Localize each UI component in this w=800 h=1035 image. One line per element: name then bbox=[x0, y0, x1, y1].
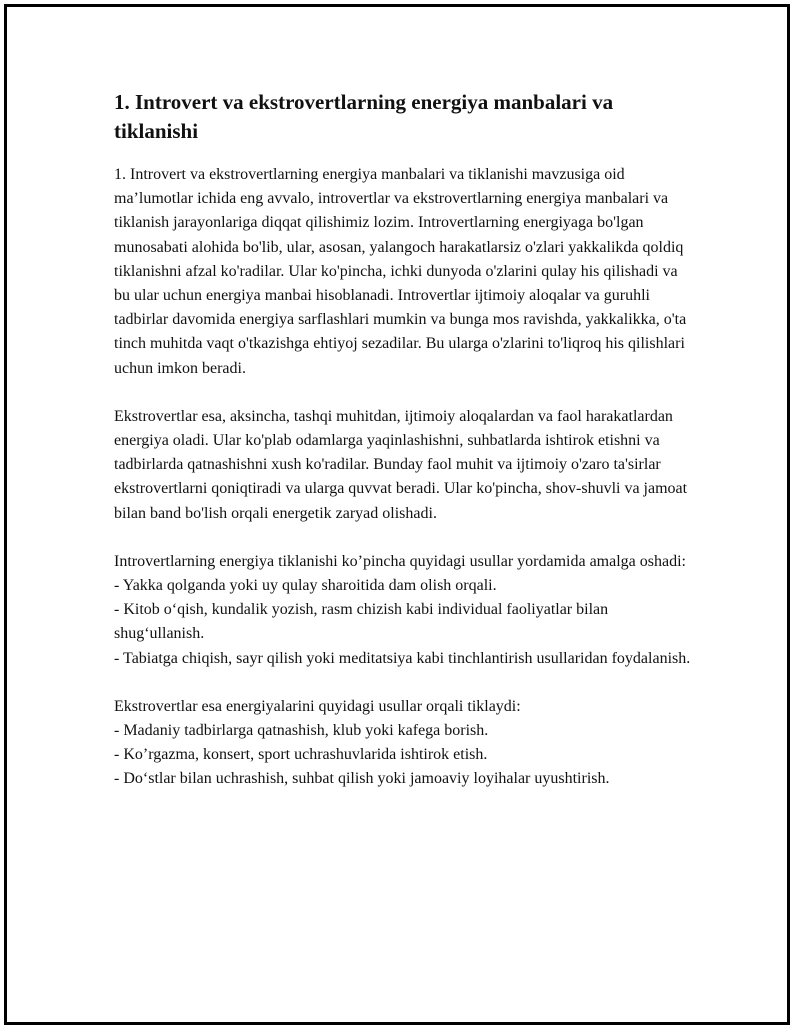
list-item: - Tabiatga chiqish, sayr qilish yoki meditatsiya kabi tinchlantirish usullaridan foydalanish. bbox=[114, 649, 691, 667]
list-item: - Ko’rgazma, konsert, sport uchrashuvlarida ishtirok etish. bbox=[114, 746, 488, 764]
list-item: - Madaniy tadbirlarga qatnashish, klub yoki kafega borish. bbox=[114, 722, 489, 740]
paragraph-line: 1. Introvert va ekstrovertlarning energiya manbalari va tiklanishi mavzusiga oid ma’lumotlar ichida eng avvalo, introvertlar va ekstrovertlarning energiya manbalari va tiklanish jarayonlariga diqqat qilishimiz lozim. Introvertlarning energiyaga bo'lgan munosabati alohida bo'lib, ular, asosan, yalangoch harakatlarsiz o'zlari yakkalikda qoldiq tiklanishni afzal ko'radilar. Ular ko'pincha, ichki dunyoda o'zlarini qulay his qilishadi va bu ular uchun energiya manbai hisoblanadi. Introvertlar ijtimoiy aloqalar va guruhli tadbirlar davomida energiya sarflashlari mumkin va bunga mos ravishda, yakkalikka, o'ta tinch muhitda vaqt o'tkazishga ehtiyoj sezadilar. Bu ularga o'zlarini to'liqroq his qilishlari uchun imkon beradi. bbox=[114, 166, 687, 377]
list-item: - Do‘stlar bilan uchrashish, suhbat qilish yoki jamoaviy loyihalar uyushtirish. bbox=[114, 770, 610, 788]
paragraph-extrovert-methods bbox=[114, 695, 694, 792]
list-item: - Yakka qolganda yoki uy qulay sharoitida dam olish orqali. bbox=[114, 577, 497, 595]
document-body bbox=[114, 88, 694, 792]
paragraph-line: Ekstrovertlar esa energiyalarini quyidagi usullar orqali tiklaydi: bbox=[114, 697, 521, 715]
section-heading: 1. Introvert va ekstrovertlarning energiya manbalari va tiklanishi bbox=[114, 90, 614, 143]
list-item: - Kitob o‘qish, kundalik yozish, rasm chizish kabi individual faoliyatlar bilan shug‘ullanish. bbox=[114, 601, 609, 643]
paragraph-extroverts bbox=[114, 405, 694, 526]
paragraph-intro bbox=[114, 163, 694, 381]
paragraph-line: Introvertlarning energiya tiklanishi ko’pincha quyidagi usullar yordamida amalga oshadi: bbox=[114, 552, 686, 570]
paragraph-introvert-methods bbox=[114, 550, 694, 671]
paragraph-line: Ekstrovertlar esa, aksincha, tashqi muhitdan, ijtimoiy aloqalardan va faol harakatlardan energiya oladi. Ular ko'plab odamlarga yaqinlashishni, suhbatlarda ishtirok etishni va tadbirlarda qatnashishni xush ko'radilar. Bunday faol muhit va ijtimoiy o'zaro ta'sirlar ekstrovertlarni qoniqtiradi va ularga quvvat beradi. Ular ko'pincha, shov-shuvli va jamoat bilan band bo'lish orqali energetik zaryad olishadi. bbox=[114, 407, 688, 522]
